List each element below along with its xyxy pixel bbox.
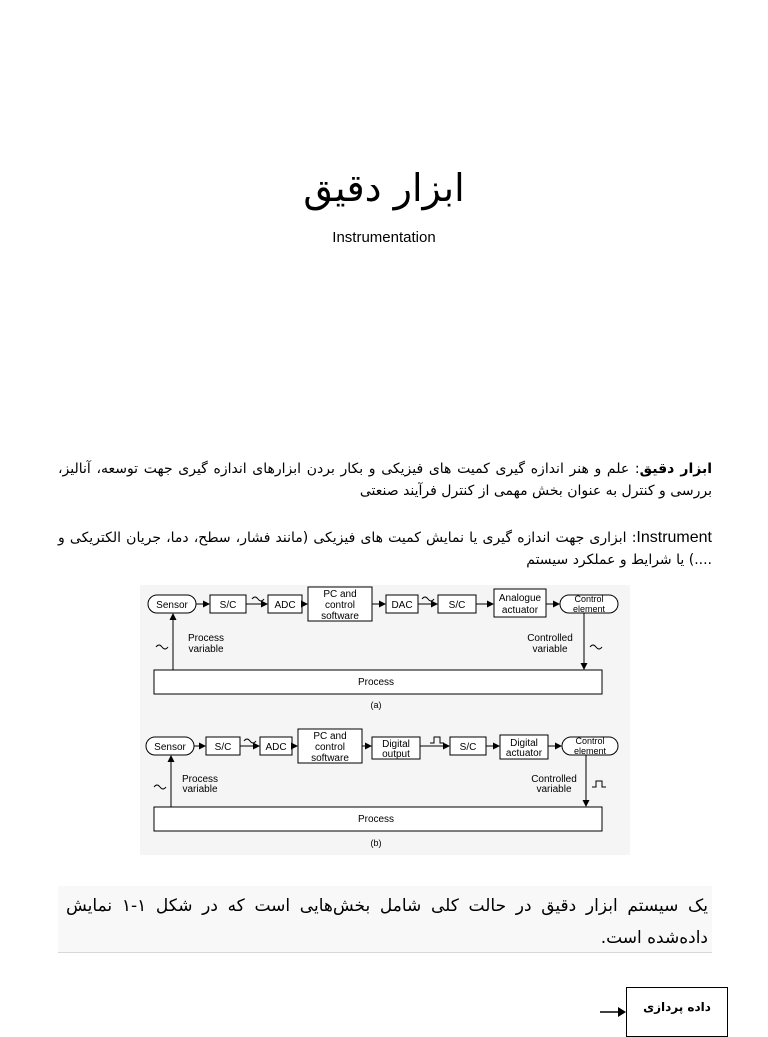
sc-label-a-2: S/C (448, 600, 466, 611)
actuator-label-a-line1: Analogue (498, 593, 542, 604)
actuator-label-a-line2: actuator (501, 605, 539, 616)
arrow-icon (600, 1005, 628, 1019)
control-element-label-a-line1: Control (574, 594, 604, 604)
figure-caption: یک سیستم ابزار دقیق در حالت کلی شامل بخش‌هایی است که در شکل ۱-۱ نمایش داده‌شده است. (66, 896, 708, 948)
digital-actuator-label-b-line1: Digital (510, 738, 538, 749)
process-label-a: Process (357, 677, 395, 688)
controlled-variable-label-b-line1: Controlled (531, 774, 577, 785)
definition-text-instrumentation: : علم و هنر اندازه گیری کمیت های فیزیکی و بکار بردن ابزارهای اندازه گیری جهت توسعه، آنالیز، بررسی و کنترل به عنوان بخش مهمی از کنترل فرآیند صنعتی (58, 461, 712, 499)
process-variable-label-a-line2: variable (188, 644, 224, 655)
digital-actuator-label-b-line2: actuator (505, 748, 543, 759)
definition-paragraph-instrumentation (58, 458, 712, 502)
controlled-variable-label-a-line1: Controlled (527, 633, 573, 644)
data-processing-label: داده پردازی (643, 1000, 711, 1014)
pc-label-b-line1: PC and (313, 731, 347, 742)
controlled-variable-label-a-line2: variable (532, 644, 568, 655)
digital-output-label-b-line2: output (382, 749, 410, 760)
process-variable-label-b-line1: Process (181, 774, 219, 785)
pc-label-b-line2: control (314, 742, 346, 753)
diagram-b-label: (b) (370, 838, 382, 848)
diagram-a-label: (a) (370, 700, 382, 710)
sc-label-b-1: S/C (214, 742, 232, 753)
page-title-persian: ابزار دقیق (303, 166, 465, 210)
control-element-label-b-line1: Control (575, 736, 605, 746)
adc-label-a: ADC (274, 600, 296, 611)
pc-label-a-line3: software (321, 611, 359, 622)
pc-label-a-line2: control (324, 600, 356, 611)
control-element-label-b-line2: element (573, 746, 607, 756)
page-subtitle-english: Instrumentation (332, 229, 436, 246)
dac-label-a: DAC (391, 600, 413, 611)
sc-label-a-1: S/C (219, 600, 237, 611)
digital-output-label-b-line1: Digital (382, 739, 410, 750)
instrumentation-block-diagram (140, 585, 630, 855)
sensor-label-a: Sensor (156, 600, 188, 611)
pc-label-a-line1: PC and (323, 589, 357, 600)
process-variable-label-b-line2: variable (182, 784, 218, 795)
pc-label-b-line3: software (311, 753, 349, 764)
sc-label-b-2: S/C (459, 742, 477, 753)
adc-label-b: ADC (265, 742, 287, 753)
control-element-label-a-line2: element (572, 604, 606, 614)
definition-paragraph-instrument (58, 527, 712, 571)
term-instrumentation: ابزار دقیق (639, 461, 713, 477)
process-label-b: Process (357, 814, 395, 825)
definition-text-instrument: : ابزاری جهت اندازه گیری یا نمایش کمیت های فیزیکی (مانند فشار، سطح، دما، جریان الکتریکی و ....) یا شرایط و عملکرد سیستم (58, 530, 712, 568)
term-instrument: Instrument (636, 529, 712, 546)
controlled-variable-label-b-line2: variable (536, 784, 572, 795)
sensor-label-b: Sensor (154, 742, 186, 753)
process-variable-label-a-line1: Process (187, 633, 225, 644)
